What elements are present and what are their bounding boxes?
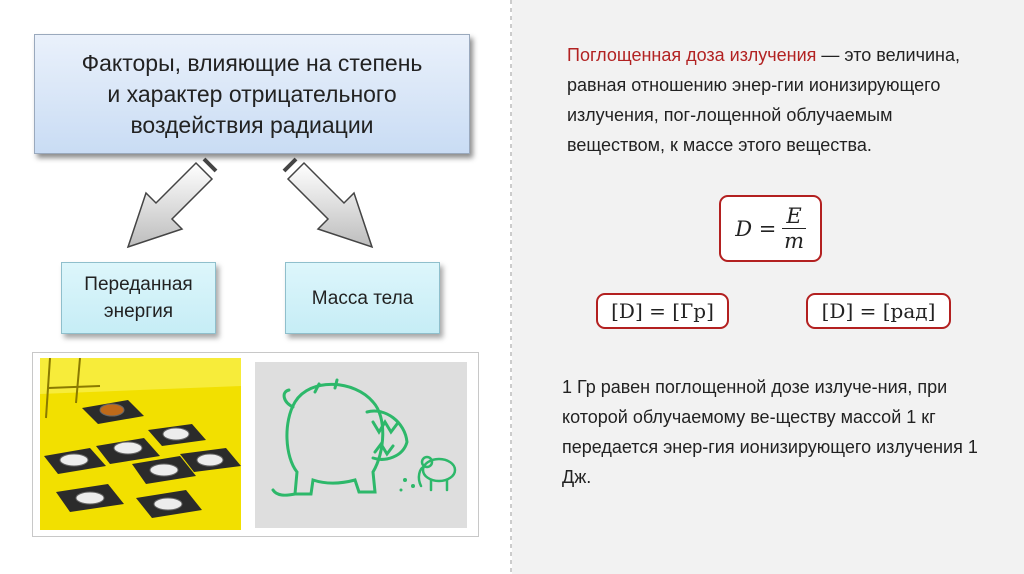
- dose-formula: [719, 195, 822, 262]
- formula-fraction: [782, 204, 805, 253]
- gray-definition: 1 Гр равен поглощенной дозе излуче-ния, при которой облучаемому ве-ществу массой 1 кг передается энер-гия ионизирующего излучения 1 Дж.: [562, 377, 978, 487]
- arrow-right-icon: [284, 159, 372, 247]
- formula-numerator: E: [782, 204, 805, 229]
- factor-transferred-energy: [61, 262, 216, 334]
- formula-denominator: m: [784, 229, 804, 253]
- absorbed-dose-term: Поглощенная доза излучения: [567, 45, 817, 65]
- definition-text: — это величина, равная отношению энер-гии ионизирующего излучения, пог-лощенной облучаемым веществом, к массе этого вещества.: [567, 45, 960, 155]
- absorbed-dose-definition: [567, 40, 987, 160]
- factor-body-mass: [285, 262, 440, 334]
- divider: [510, 0, 512, 574]
- factors-title: Факторы, влияющие на степень и характер отрицательного воздействия радиации: [81, 49, 423, 138]
- formula-lhs: D =: [735, 216, 777, 241]
- factor-energy-label: Переданная энергия: [84, 274, 193, 322]
- monster-elephant-cartoon: [255, 362, 467, 528]
- unit-rad-box: [806, 293, 951, 329]
- chickens-illustration: [40, 358, 241, 530]
- arrow-left-icon: [128, 159, 216, 247]
- unit-gray-box: [596, 293, 729, 329]
- unit-rad: [D] = [рад]: [821, 299, 936, 323]
- factors-title-box: [34, 34, 470, 154]
- branch-arrows: [120, 155, 400, 255]
- factor-mass-label: Масса тела: [311, 287, 414, 309]
- unit-gray: [D] = [Гр]: [611, 299, 714, 323]
